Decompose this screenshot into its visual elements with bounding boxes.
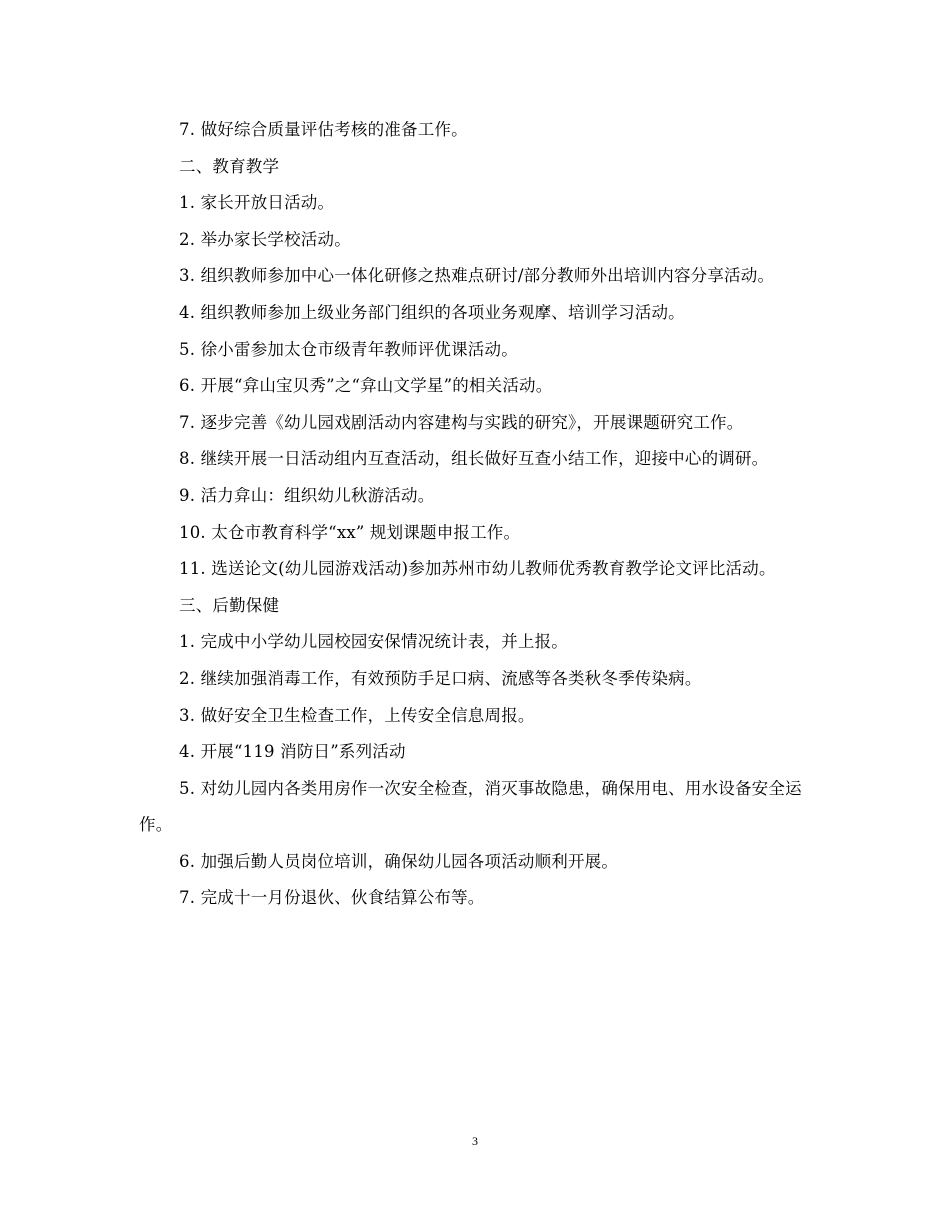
paragraph-staff-training: 6. 加强后勤人员岗位培训，确保幼儿园各项活动顺利开展。 (179, 851, 619, 871)
paragraph-open-day: 1. 家长开放日活动。 (179, 193, 335, 213)
paragraph-quality-assessment: 7. 做好综合质量评估考核的准备工作。 (179, 120, 468, 139)
paragraph-meal-settlement: 7. 完成十一月份退伙、伙食结算公布等。 (179, 888, 485, 908)
page-content (139, 112, 809, 917)
paragraph-drama-research: 7. 逐步完善《幼儿园戏剧活动内容建构与实践的研究》，开展课题研究工作。 (179, 412, 744, 432)
page-number: 3 (472, 1134, 478, 1148)
paragraph-literature-star: 6. 开展“弇山宝贝秀”之“弇山文学星”的相关活动。 (179, 376, 553, 396)
paragraph-paper-selection: 11. 选送论文(幼儿园游戏活动)参加苏州市幼儿教师优秀教育教学论文评比活动。 (179, 559, 776, 579)
paragraph-mutual-check: 8. 继续开展一日活动组内互查活动，组长做好互查小结工作，迎接中心的调研。 (179, 449, 769, 469)
paragraph-facility-check: 5. 对幼儿园内各类用房作一次安全检查，消灭事故隐患，确保用电、用水设备安全运作。 (139, 778, 802, 835)
paragraph-fire-day: 4. 开展“119 消防日”系列活动 (179, 742, 406, 762)
paragraph-observation-training: 4. 组织教师参加上级业务部门组织的各项业务观摩、培训学习活动。 (179, 302, 685, 322)
section-heading-logistics: 三、后勤保健 (179, 595, 280, 615)
paragraph-safety-inspection: 3. 做好安全卫生检查工作，上传安全信息周报。 (179, 705, 535, 725)
paragraph-project-application: 10. 太仓市教育科学“xx” 规划课题申报工作。 (179, 522, 521, 542)
section-heading-teaching: 二、教育教学 (179, 156, 280, 176)
paragraph-security-report: 1. 完成中小学幼儿园校园安保情况统计表，并上报。 (179, 632, 568, 652)
paragraph-autumn-trip: 9. 活力弇山：组织幼儿秋游活动。 (179, 485, 435, 505)
paragraph-lesson-competition: 5. 徐小雷参加太仓市级青年教师评优课活动。 (179, 339, 518, 359)
paragraph-parent-school: 2. 举办家长学校活动。 (179, 229, 351, 249)
paragraph-teacher-research: 3. 组织教师参加中心一体化研修之热难点研讨/部分教师外出培训内容分享活动。 (179, 266, 775, 286)
paragraph-disinfection: 2. 继续加强消毒工作，有效预防手足口病、流感等各类秋冬季传染病。 (179, 668, 702, 688)
